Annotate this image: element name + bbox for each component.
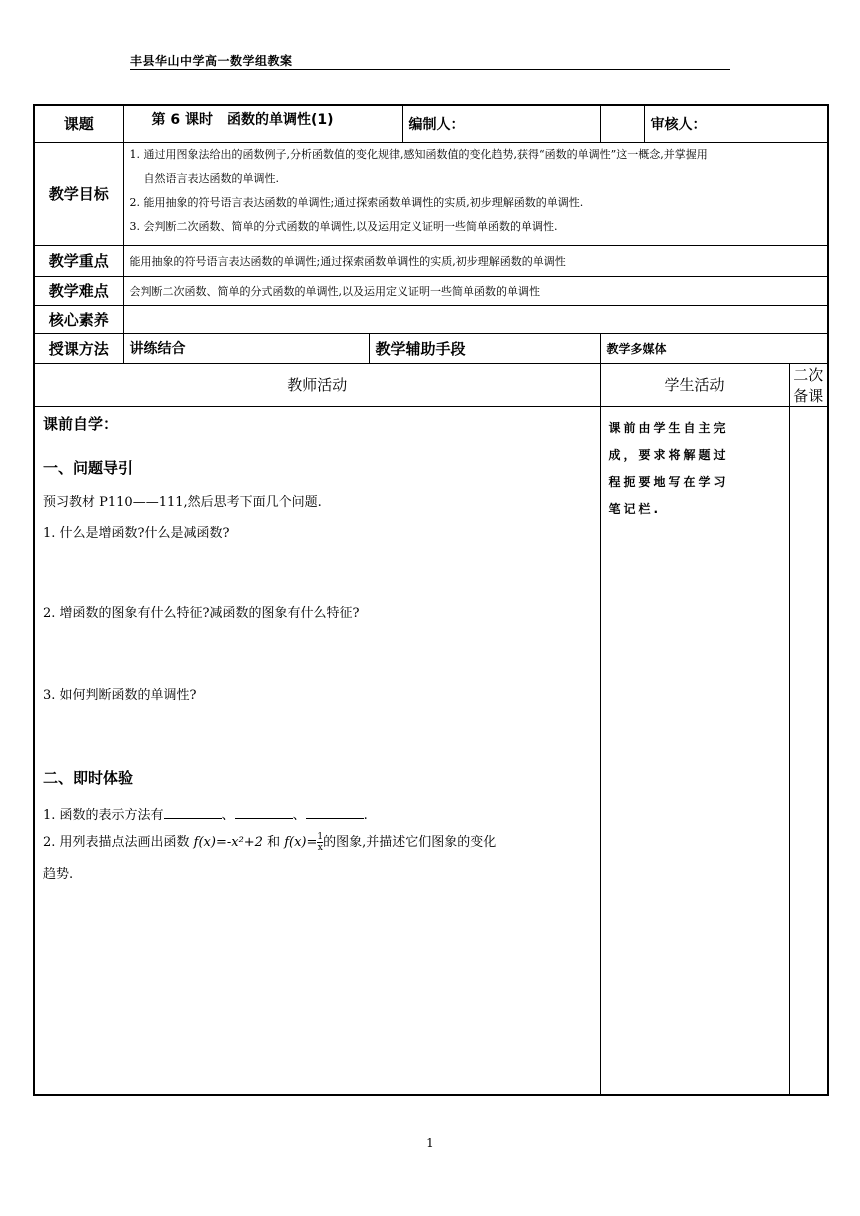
goals-label: 教学目标 bbox=[34, 142, 123, 245]
section-experience-heading: 二、即时体验 bbox=[43, 768, 134, 787]
lesson-plan-table bbox=[33, 104, 829, 1096]
aux-value: 教学多媒体 bbox=[600, 333, 828, 363]
second-prep-header: 二次备课 bbox=[789, 363, 828, 406]
student-line: 程扼要地写在学习 bbox=[608, 474, 729, 489]
section-guide-heading: 一、问题导引 bbox=[43, 458, 134, 477]
student-line: 成，要求将解题过 bbox=[608, 447, 729, 462]
question-2: 2. 增函数的图象有什么特征?减函数的图象有什么特征? bbox=[43, 605, 360, 621]
school-header: 丰县华山中学高一数学组教案 bbox=[130, 54, 293, 68]
lesson-title: 第 6 课时 函数的单调性(1) bbox=[123, 105, 402, 142]
core-literacy-text bbox=[123, 305, 828, 333]
goals-list bbox=[123, 142, 828, 245]
reviewer-label: 审核人： bbox=[644, 105, 828, 142]
page-number: 1 bbox=[426, 1136, 434, 1150]
aux-label: 教学辅助手段 bbox=[369, 333, 600, 363]
student-activity-cell bbox=[600, 406, 789, 1095]
pre-study-heading: 课前自学： bbox=[43, 414, 119, 433]
difficulties-text: 会判断二次函数、简单的分式函数的单调性,以及运用定义证明一些简单函数的单调性 bbox=[123, 276, 828, 305]
goal-item: 3. 会判断二次函数、简单的分式函数的单调性,以及运用定义证明一些简单函数的单调性. bbox=[129, 219, 558, 233]
answer-blank bbox=[235, 806, 293, 819]
question-1: 1. 什么是增函数?什么是减函数? bbox=[43, 525, 230, 541]
core-literacy-label: 核心素养 bbox=[34, 305, 123, 333]
answer-blank bbox=[306, 806, 364, 819]
second-prep-cell bbox=[789, 406, 828, 1095]
goal-item: 1. 通过用图象法给出的函数例子,分析函数值的变化规律,感知函数值的变化趋势,获得“函数的单调性”这一概念,并掌握用 bbox=[129, 147, 708, 161]
answer-blank bbox=[164, 806, 222, 819]
header-rule bbox=[130, 69, 730, 70]
method-label: 授课方法 bbox=[34, 333, 123, 363]
goal-item: 自然语言表达函数的单调性. bbox=[143, 171, 279, 185]
function-2: f(x)= bbox=[284, 834, 318, 850]
fraction-one-over-x: $\frac{1}{x}$ bbox=[317, 831, 324, 853]
method-value: 讲练结合 bbox=[123, 333, 369, 363]
teacher-activity-header: 教师活动 bbox=[34, 363, 600, 406]
difficulties-label: 教学难点 bbox=[34, 276, 123, 305]
key-points-text: 能用抽象的符号语言表达函数的单调性;通过探索函数单调性的实质,初步理解函数的单调性 bbox=[123, 245, 828, 276]
key-points-label: 教学重点 bbox=[34, 245, 123, 276]
student-line: 课前由学生自主完 bbox=[608, 420, 729, 435]
student-line: 笔记栏. bbox=[608, 501, 662, 516]
function-1: f(x)=-x²+2 bbox=[193, 834, 263, 850]
editor-label: 编制人： bbox=[402, 105, 600, 142]
exercise-1: 1. 函数的表示方法有 、 、 . bbox=[43, 807, 368, 823]
exercise-2-continued: 趋势. bbox=[43, 866, 74, 882]
preview-instruction: 预习教材 P110——111,然后思考下面几个问题. bbox=[43, 494, 322, 510]
goal-item: 2. 能用抽象的符号语言表达函数的单调性;通过探索函数单调性的实质,初步理解函数的单调性. bbox=[129, 195, 584, 209]
student-activity-header: 学生活动 bbox=[600, 363, 789, 406]
teacher-activity-cell bbox=[34, 406, 600, 1095]
exercise-2: 2. 用列表描点法画出函数 f(x)=-x²+2 和 f(x)= $\frac{1}{x}$ 的图象,并描述它们图象的变化 bbox=[43, 831, 497, 853]
topic-label: 课题 bbox=[34, 105, 123, 142]
question-3: 3. 如何判断函数的单调性? bbox=[43, 687, 197, 703]
